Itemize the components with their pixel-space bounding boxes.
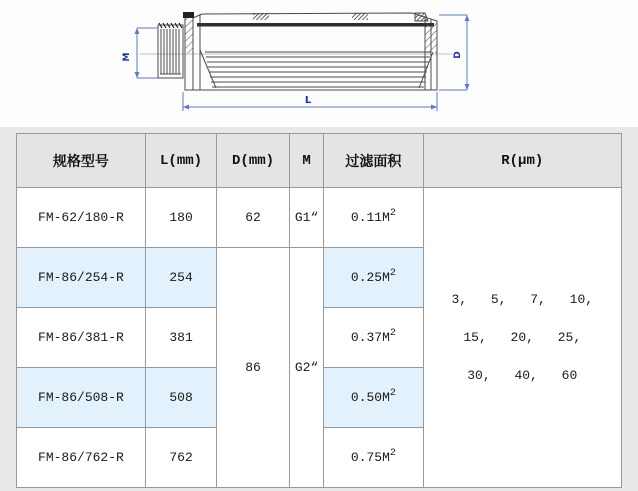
header-thread: M bbox=[289, 134, 323, 188]
dimension-label-m: M bbox=[122, 52, 132, 62]
length-cell: 381 bbox=[145, 308, 216, 368]
model-cell: FM-86/762-R bbox=[17, 428, 146, 488]
table-row bbox=[17, 188, 622, 248]
top-seam-hatch-left bbox=[253, 13, 269, 20]
length-cell: 180 bbox=[145, 188, 216, 248]
dimension-label-d: D bbox=[453, 51, 463, 59]
left-cap-knob bbox=[183, 12, 194, 18]
filter-cartridge-diagram bbox=[0, 0, 638, 127]
dimension-m bbox=[135, 28, 159, 78]
header-diameter: D(mm) bbox=[217, 134, 290, 188]
right-cap-knob bbox=[415, 13, 428, 21]
filter-area-cell: $0.50M^2$ bbox=[324, 368, 423, 428]
filter-spec-table bbox=[16, 133, 622, 488]
rating-cell bbox=[423, 188, 621, 488]
pleat-lines bbox=[200, 50, 433, 88]
thread-cell: G1“ bbox=[289, 188, 323, 248]
filter-area-cell: $0.25M^2$ bbox=[324, 248, 423, 308]
thread-merged-cell: G2“ bbox=[289, 248, 323, 488]
seam-band bbox=[197, 23, 434, 27]
spec-table-section bbox=[0, 127, 638, 491]
top-seam-hatch-right bbox=[352, 13, 368, 20]
rating-line: 15, 20, 25, bbox=[463, 329, 582, 345]
filter-area-cell: $0.75M^2$ bbox=[324, 428, 423, 488]
diameter-merged-cell: 86 bbox=[217, 248, 290, 488]
length-cell: 254 bbox=[145, 248, 216, 308]
right-cap-hatch bbox=[426, 22, 437, 53]
model-cell: FM-86/508-R bbox=[17, 368, 146, 428]
length-cell: 508 bbox=[145, 368, 216, 428]
header-row bbox=[17, 134, 622, 188]
header-rating: R(μm) bbox=[423, 134, 621, 188]
dimension-label-l: L bbox=[304, 95, 312, 106]
model-cell: FM-62/180-R bbox=[17, 188, 146, 248]
rating-line: 30, 40, 60 bbox=[467, 367, 578, 383]
thread-connector bbox=[158, 25, 183, 78]
model-cell: FM-86/381-R bbox=[17, 308, 146, 368]
header-length: L(mm) bbox=[145, 134, 216, 188]
filter-technical-drawing bbox=[0, 0, 638, 127]
model-cell: FM-86/254-R bbox=[17, 248, 146, 308]
filter-area-cell: $0.11M^2$ bbox=[324, 188, 423, 248]
rating-line: 3, 5, 7, 10, bbox=[451, 291, 594, 307]
diameter-cell: 62 bbox=[217, 188, 290, 248]
length-cell: 762 bbox=[145, 428, 216, 488]
header-model: 规格型号 bbox=[17, 134, 146, 188]
filter-area-cell: $0.37M^2$ bbox=[324, 308, 423, 368]
header-filter-area: 过滤面积 bbox=[324, 134, 423, 188]
left-cap-hatch bbox=[186, 18, 193, 53]
